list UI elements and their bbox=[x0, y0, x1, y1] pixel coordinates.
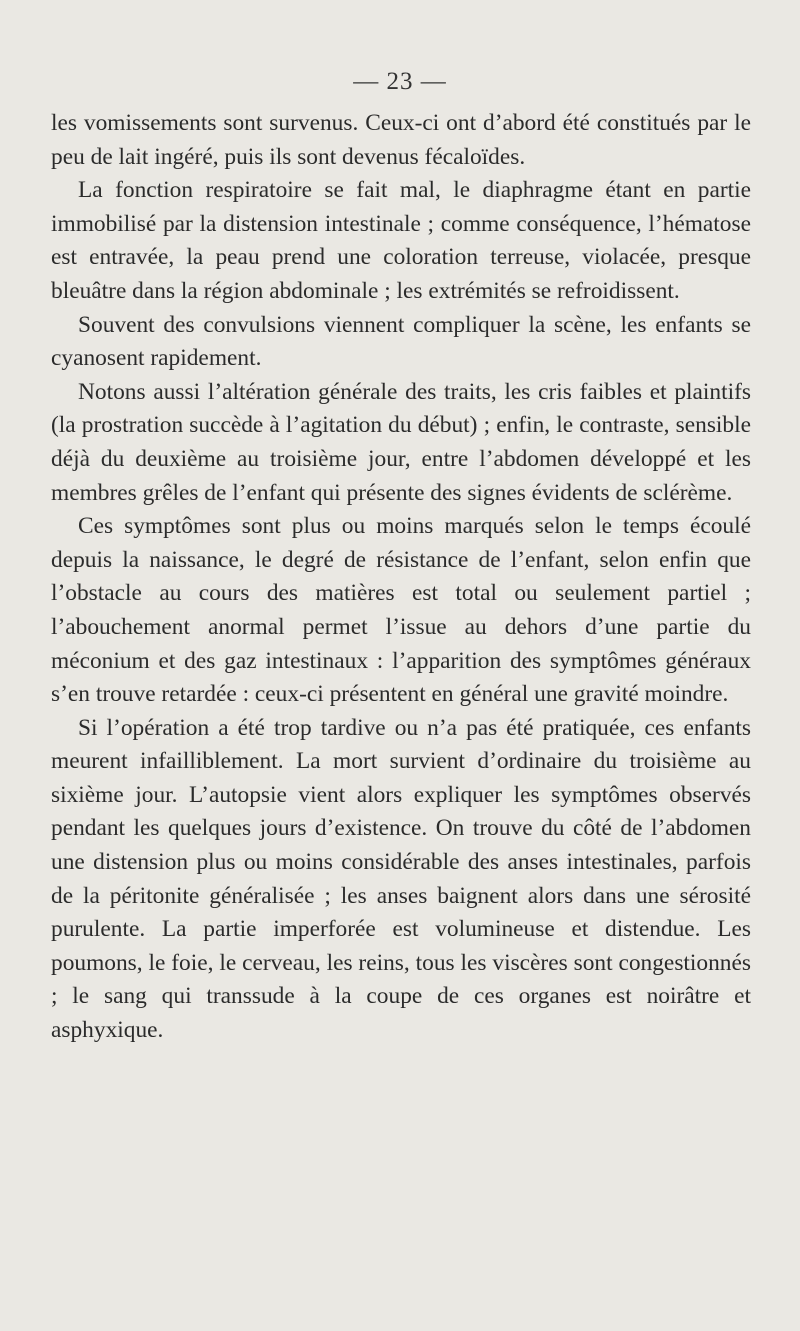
paragraph-continuation: les vomissements sont survenus. Ceux-ci ont d’abord été constitués par le peu de lait ingéré, puis ils sont devenus fécaloïdes. bbox=[51, 110, 751, 170]
paragraph-convulsions: Souvent des convulsions viennent compliquer la scène, les enfants se cyanosent rapidement. bbox=[51, 311, 751, 372]
paragraph-operation-autopsy: Si l’opération a été trop tardive ou n’a pas été pratiquée, ces enfants meurent infailliblement. La mort survient d’ordinaire du troisième au sixième jour. L’autopsie vient alors expliquer les symptômes observés pendant les quelques jours d’existence. On trouve du côté de l’abdomen une distension plus ou moins considérable des anses intestinales, parfois de la péritonite généralisée ; les anses baignent alors dans une sérosité purulente. La partie imperforée est volumineuse et distendue. Les poumons, le foie, le cerveau, les reins, tous les viscères sont congestionnés ; le sang qui transsude à la coupe de ces organes est noirâtre et asphyxique. bbox=[51, 714, 751, 1044]
paragraph-symptoms-variation: Ces symptômes sont plus ou moins marqués selon le temps écoulé depuis la naissance, le degré de résistance de l’enfant, selon enfin que l’obstacle au cours des matières est total ou seulement partiel ; l’abouchement anormal permet l’issue au dehors d’une partie du méconium et des gaz intestinaux : l’apparition des symptômes généraux s’en trouve retardée : ceux-ci présentent en général une gravité moindre. bbox=[51, 513, 751, 708]
paragraph-general-alteration: Notons aussi l’altération générale des traits, les cris faibles et plaintifs (la prostration succède à l’agitation du début) ; enfin, le contraste, sensible déjà du deuxième au troisième jour, entre l’abdomen développé et les membres grêles de l’enfant qui présente des signes évidents de sclérème. bbox=[51, 378, 751, 506]
body-text bbox=[51, 107, 751, 1048]
paragraph-respiratory-function: La fonction respiratoire se fait mal, le diaphragme étant en partie immobilisé par la distension intestinale ; comme conséquence, l’hématose est entravée, la peau prend une coloration terreuse, violacée, presque bleuâtre dans la région abdominale ; les extrémités se refroidissent. bbox=[51, 177, 751, 304]
page-number: — 23 — bbox=[353, 68, 447, 95]
